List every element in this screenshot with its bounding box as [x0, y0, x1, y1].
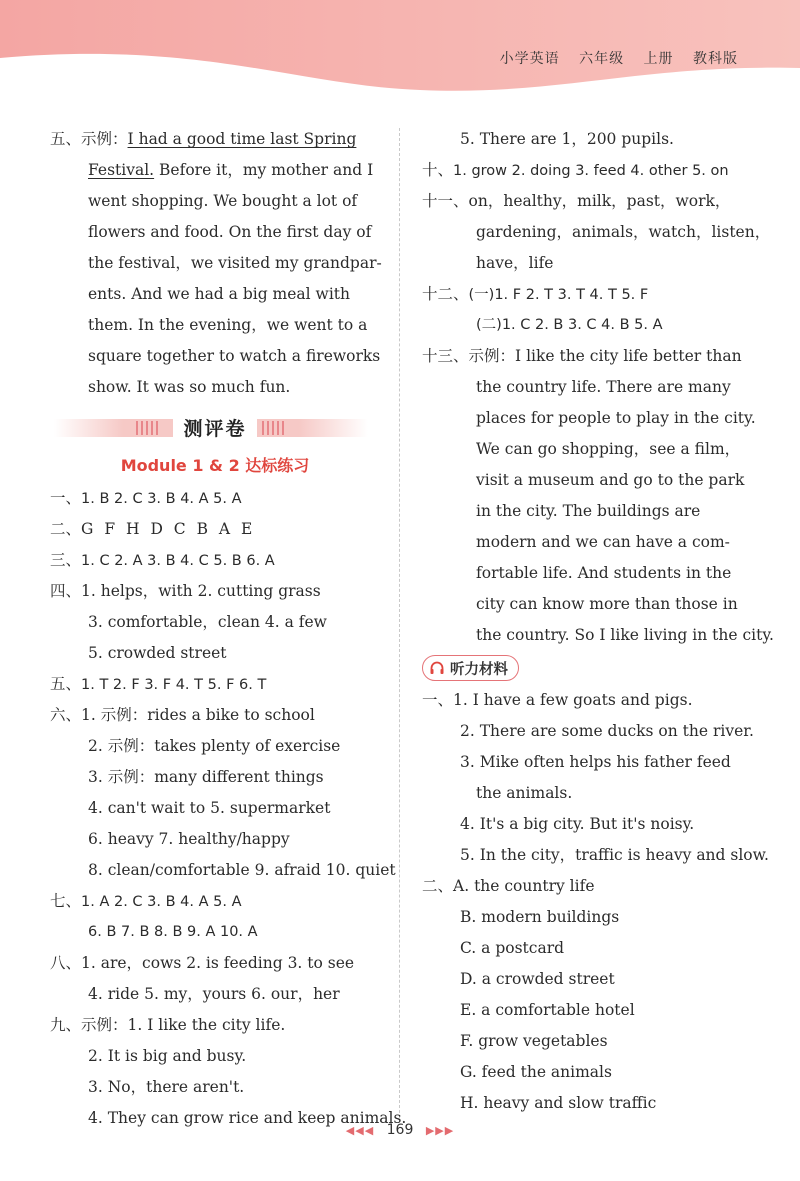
- listening-q2-h: H. heavy and slow traffic: [460, 1094, 657, 1112]
- answer-q6-line-2: 2. 示例：takes plenty of exercise: [88, 737, 341, 755]
- answer-q9-line-1: 九、示例：1. I like the city life.: [50, 1016, 286, 1034]
- book-info: [486, 48, 738, 68]
- right-column: [422, 124, 774, 1119]
- listening-title: 听力材料: [450, 661, 508, 678]
- listening-q1-line-1: 一、1. I have a few goats and pigs.: [422, 691, 693, 709]
- answer-q2: 二、G F H D C B A E: [50, 520, 256, 538]
- answer-q11-line-2: gardening，animals，watch，listen，: [476, 223, 771, 241]
- listening-badge: [422, 655, 519, 681]
- essay-line-3: went shopping. We bought a lot of: [88, 192, 358, 210]
- answer-q6-line-3: 3. 示例：many different things: [88, 768, 324, 786]
- answer-q8-line-2: 4. ride 5. my，yours 6. our，her: [88, 985, 340, 1003]
- answer-q9-line-3: 3. No，there aren't.: [88, 1078, 245, 1096]
- answer-q13-line-8: fortable life. And students in the: [476, 564, 732, 582]
- answer-q10: 十、1. grow 2. doing 3. feed 4. other 5. on: [422, 161, 729, 179]
- answer-q13-line-9: city can know more than those in: [476, 595, 738, 613]
- column-divider: [399, 128, 401, 1118]
- book-grade: 六年级: [579, 51, 625, 67]
- listening-q2-a: 二、A. the country life: [422, 877, 595, 895]
- answer-q13-line-4: We can go shopping，see a film，: [476, 440, 741, 458]
- answer-q6-line-5: 6. heavy 7. healthy/happy: [88, 830, 290, 848]
- answer-q11-line-1: 十一、on，healthy，milk，past，work，: [422, 192, 731, 210]
- answer-q12-line-2: (二)1. C 2. B 3. C 4. B 5. A: [476, 317, 663, 333]
- answer-q13-line-3: places for people to play in the city.: [476, 409, 756, 427]
- listening-q2-f: F. grow vegetables: [460, 1032, 608, 1050]
- answer-q6-line-1: 六、1. 示例：rides a bike to school: [50, 706, 315, 724]
- answer-q9-line-5: 5. There are 1，200 pupils.: [460, 130, 674, 148]
- essay-line-6: ents. And we had a big meal with: [88, 285, 350, 303]
- headphones-icon: [429, 660, 445, 676]
- answer-q13-line-6: in the city. The buildings are: [476, 502, 701, 520]
- listening-q2-e: E. a comfortable hotel: [460, 1001, 635, 1019]
- essay-line-5: the festival，we visited my grandpar-: [88, 254, 382, 272]
- listening-q2-g: G. feed the animals: [460, 1063, 612, 1081]
- essay-line-9: show. It was so much fun.: [88, 378, 291, 396]
- answer-q7-line-1: 七、1. A 2. C 3. B 4. A 5. A: [50, 892, 242, 910]
- answer-q4-line-3: 5. crowded street: [88, 644, 227, 662]
- answer-q12-line-1: 十二、(一)1. F 2. T 3. T 4. T 5. F: [422, 285, 649, 303]
- listening-q1-line-5: 4. It's a big city. But it's noisy.: [460, 815, 695, 833]
- essay-line-2: Festival. Before it，my mother and I: [88, 161, 374, 179]
- book-subject: 小学英语: [499, 51, 560, 67]
- essay-line-1: 五、示例：I had a good time last Spring: [50, 130, 357, 148]
- page-footer: [0, 1122, 800, 1138]
- answer-q13-line-10: the country. So I like living in the city.: [476, 626, 774, 644]
- answer-q1: 一、1. B 2. C 3. B 4. A 5. A: [50, 489, 242, 507]
- answer-q4-line-2: 3. comfortable，clean 4. a few: [88, 613, 327, 631]
- answer-q13-line-7: modern and we can have a com-: [476, 533, 730, 551]
- answer-q6-line-6: 8. clean/comfortable 9. afraid 10. quiet: [88, 861, 396, 879]
- left-arrows-icon: ◀◀◀: [345, 1124, 375, 1137]
- answer-q9-line-2: 2. It is big and busy.: [88, 1047, 247, 1065]
- book-edition: 教科版: [693, 51, 738, 67]
- answer-q8-line-1: 八、1. are，cows 2. is feeding 3. to see: [50, 954, 355, 972]
- answer-q7-line-2: 6. B 7. B 8. B 9. A 10. A: [88, 924, 258, 940]
- section-heading-ceping: [50, 407, 380, 447]
- section-title: 测评卷: [173, 414, 256, 441]
- answer-q11-line-3: have，life: [476, 254, 554, 272]
- listening-q2-c: C. a postcard: [460, 939, 565, 957]
- essay-line-8: square together to watch a fireworks: [88, 347, 381, 365]
- right-arrows-icon: ▶▶▶: [425, 1124, 455, 1137]
- answer-q9-line-4: 4. They can grow rice and keep animals.: [88, 1109, 407, 1127]
- page-number: 169: [386, 1122, 414, 1138]
- answer-q13-line-2: the country life. There are many: [476, 378, 731, 396]
- listening-q2-b: B. modern buildings: [460, 908, 620, 926]
- listening-q2-d: D. a crowded street: [460, 970, 615, 988]
- answer-q3: 三、1. C 2. A 3. B 4. C 5. B 6. A: [50, 551, 275, 569]
- listening-q1-line-2: 2. There are some ducks on the river.: [460, 722, 754, 740]
- answer-q6-line-4: 4. can't wait to 5. supermarket: [88, 799, 331, 817]
- essay-line-4: flowers and food. On the first day of: [88, 223, 372, 241]
- module-title: Module 1 & 2 达标练习: [120, 456, 310, 475]
- answer-q4-line-1: 四、1. helps，with 2. cutting grass: [50, 582, 321, 600]
- essay-line-7: them. In the evening，we went to a: [88, 316, 368, 334]
- listening-q1-line-3: 3. Mike often helps his father feed: [460, 753, 731, 771]
- listening-heading: [422, 651, 752, 685]
- answer-q13-line-5: visit a museum and go to the park: [476, 471, 745, 489]
- listening-q1-line-4: the animals.: [476, 784, 573, 802]
- listening-q1-line-6: 5. In the city，traffic is heavy and slow.: [460, 846, 769, 864]
- answer-q13-line-1: 十三、示例：I like the city life better than: [422, 347, 742, 365]
- answer-q5: 五、1. T 2. F 3. F 4. T 5. F 6. T: [50, 675, 267, 693]
- book-volume: 上册: [643, 51, 674, 67]
